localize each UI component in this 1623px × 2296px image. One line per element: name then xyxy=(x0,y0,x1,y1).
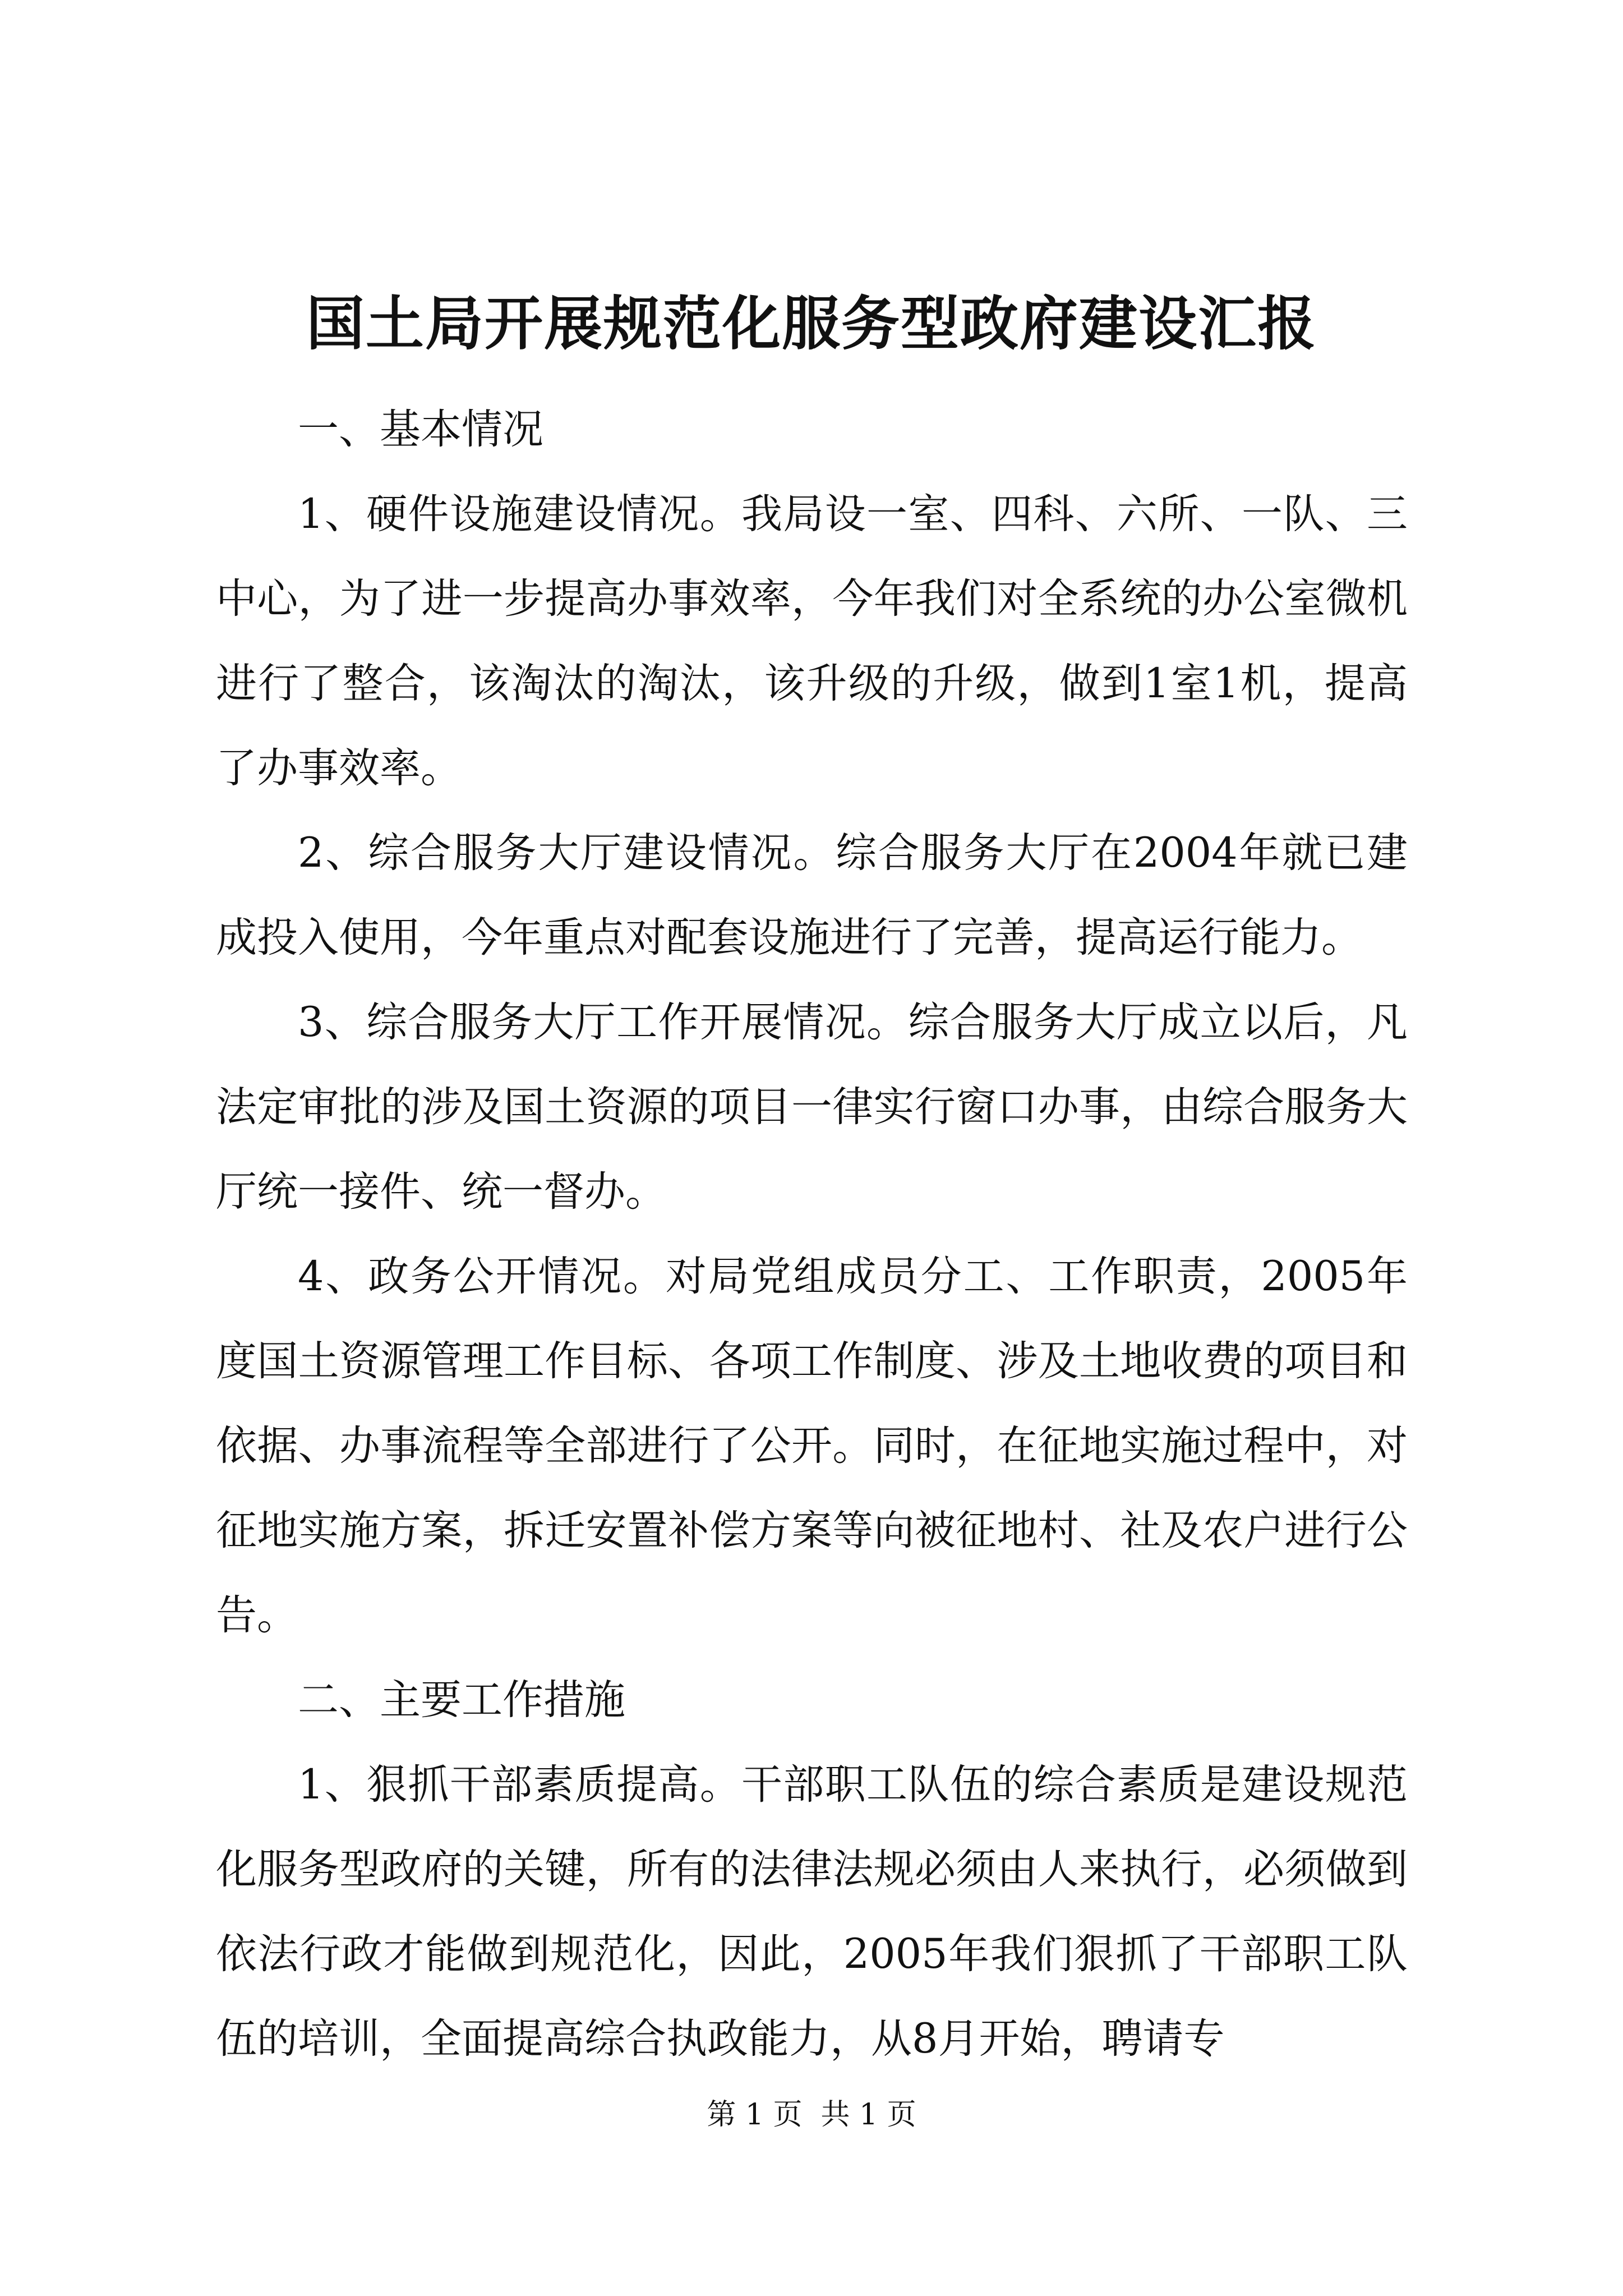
section-heading-basic: 一、基本情况 xyxy=(298,406,543,453)
paragraph-service-hall-work: 3、综合服务大厅工作开展情况。综合服务大厅成立以后，凡法定审批的涉及国土资源的项目一律实行窗口办事，由综合服务大厅统一接件、统一督办。 xyxy=(216,999,1408,1216)
page-title: 国土局开展规范化服务型政府建设汇报 xyxy=(306,289,1317,358)
paragraph-hardware: 1、硬件设施建设情况。我局设一室、四科、六所、一队、三中心，为了进一步提高办事效率，今年我们对全系统的办公室微机进行了整合，该淘汰的淘汰，该升级的升级，做到1室1机，提高了办事效率。 xyxy=(216,490,1408,792)
document-body xyxy=(216,387,1408,2081)
paragraph-service-hall-construction: 2、综合服务大厅建设情况。综合服务大厅在2004年就已建成投入使用，今年重点对配套设施进行了完善，提高运行能力。 xyxy=(216,829,1408,961)
page-footer: 第 1 页 共 1 页 xyxy=(707,2098,916,2132)
paragraph-government-affairs: 4、政务公开情况。对局党组成员分工、工作职责，2005年度国土资源管理工作目标、各项工作制度、涉及土地收费的项目和依据、办事流程等全部进行了公开。同时，在征地实施过程中，对征地实施方案，拆迁安置补偿方案等向被征地村、社及农户进行公告。 xyxy=(216,1253,1408,1639)
section-heading-measures: 二、主要工作措施 xyxy=(298,1676,625,1724)
paragraph-cadre-quality: 1、狠抓干部素质提高。干部职工队伍的综合素质是建设规范化服务型政府的关键，所有的法律法规必须由人来执行，必须做到依法行政才能做到规范化，因此，2005年我们狠抓了干部职工队伍的培训，全面提高综合执政能力，从8月开始，聘请专 xyxy=(216,1761,1408,2063)
